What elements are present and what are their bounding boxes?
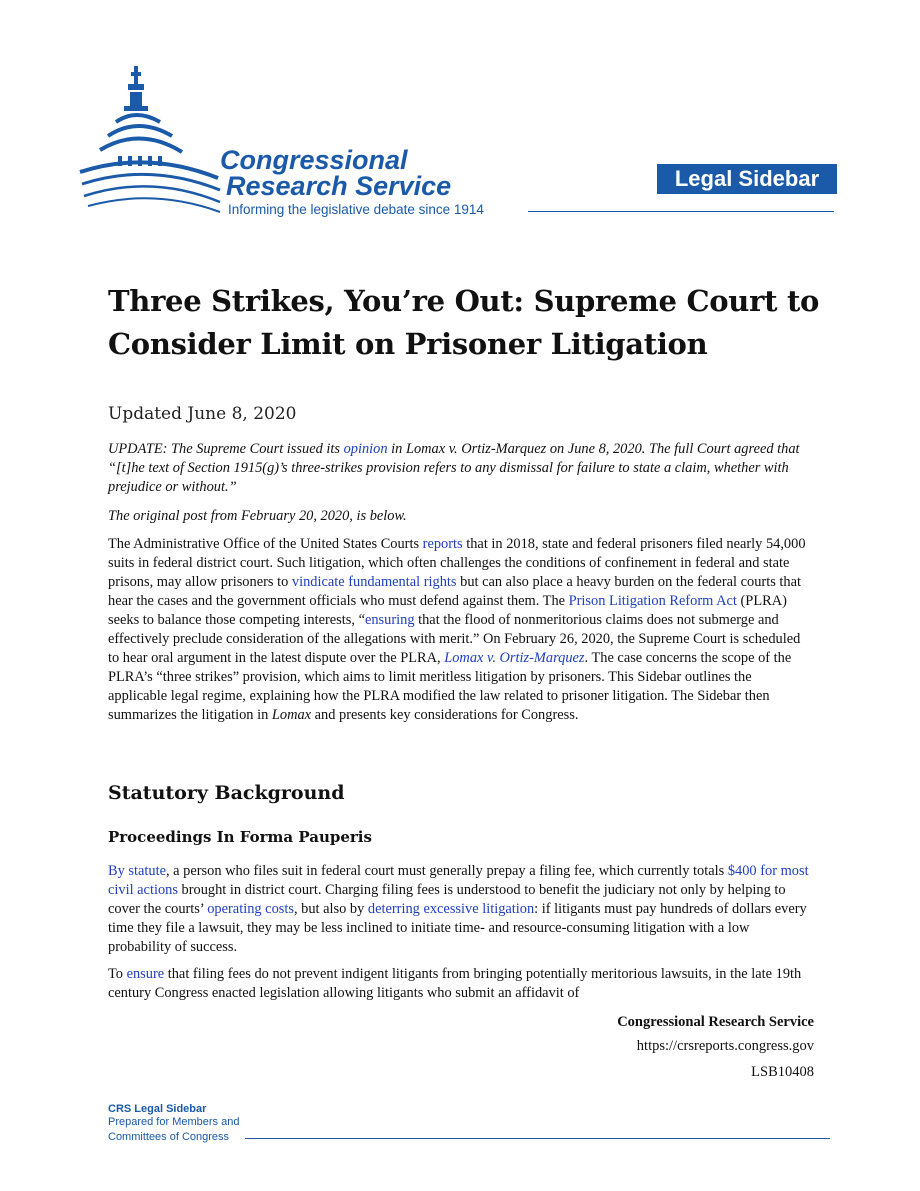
crs-wordmark xyxy=(220,147,451,199)
ifp-paragraph xyxy=(108,965,814,1003)
update-note-text: UPDATE: The Supreme Court issued its xyxy=(108,441,344,457)
footer-rule xyxy=(245,1138,830,1139)
original-post-note: The original post from February 20, 2020, is below. xyxy=(108,508,407,524)
page-title: Three Strikes, You’re Out: Supreme Court to Consider Limit on Prisoner Litigation xyxy=(108,284,820,361)
footer-sidebar-subtitle: Committees of Congress xyxy=(108,1131,230,1143)
update-note-text: in Lomax v. Ortiz-Marquez on June 8, 2020. The full Court agreed that “[t]he text of Section 1915(g)’s three-strikes provision refers to any dismissal for failure to state a claim, whether with prejudice or without.” xyxy=(108,441,800,495)
ensure-link[interactable]: ensure xyxy=(126,966,165,982)
body-text: . The case concerns the scope of the PLRA’s “three strikes” provision, which aims to limit meritless litigation by prisoners. This Sidebar outlines the applicable legal regime, explaining how the PLRA modified the law related to prisoner litigation. The Sidebar then summarizes the litigation in xyxy=(108,650,792,723)
body-text: To xyxy=(108,966,127,982)
vindicate-rights-link[interactable]: vindicate fundamental rights xyxy=(291,574,457,590)
body-text: , but also by xyxy=(293,901,368,917)
body-text: brought in district court. Charging filing fees is understood to benefit the judiciary not only by helping to cover the courts’ xyxy=(108,882,786,917)
body-text: that the flood of nonmeritorious claims does not submerge and effectively preclude consideration of the allegations with merit.” On February 26, 2020, the Supreme Court is scheduled to hear oral argument in the latest dispute over the PLRA, xyxy=(108,612,801,666)
crs-wordmark-line1: Congressional xyxy=(220,145,408,175)
lomax-case-link[interactable]: Lomax v. Ortiz-Marquez xyxy=(444,650,585,666)
ensuring-link[interactable]: ensuring xyxy=(364,612,415,628)
by-statute-link[interactable]: By statute xyxy=(108,863,166,879)
body-text: The Administrative Office of the United States Courts xyxy=(108,536,423,552)
body-text: : if litigants must pay hundreds of dollars every time they file a lawsuit, they may be less inclined to initiate time- and resource-consuming litigation with a low probability of success. xyxy=(108,901,807,955)
body-text: but can also place a heavy burden on the federal courts that hear the cases and the government officials who must defend against them. The xyxy=(108,574,801,609)
operating-costs-link[interactable]: operating costs xyxy=(207,901,294,917)
civil-actions-fee-link[interactable]: $400 for most civil actions xyxy=(108,863,809,898)
crs-tagline: Informing the legislative debate since 1914 xyxy=(228,202,484,217)
reports-link[interactable]: reports xyxy=(422,536,463,552)
body-text: , a person who files suit in federal court must generally prepay a filing fee, which currently totals xyxy=(165,863,728,879)
footer-report-id: LSB10408 xyxy=(751,1064,814,1080)
crs-wordmark-line2: Research Service xyxy=(226,171,452,201)
body-text: that filing fees do not prevent indigent litigants from bringing potentially meritorious lawsuits, in the late 19th century Congress enacted legislation allowing litigants who submit an affidavit of xyxy=(108,966,802,1001)
update-note xyxy=(108,440,814,497)
tagline-rule xyxy=(528,211,834,212)
subsection-heading: Proceedings In Forma Pauperis xyxy=(108,828,372,846)
opinion-link[interactable]: opinion xyxy=(343,441,388,457)
filing-fee-paragraph xyxy=(108,862,814,957)
lomax-italic: Lomax xyxy=(271,707,312,723)
body-text: (PLRA) seeks to balance those competing interests, “ xyxy=(108,593,787,628)
footer-org-name: Congressional Research Service xyxy=(617,1014,814,1030)
capitol-dome-logo xyxy=(78,64,223,219)
intro-paragraph xyxy=(108,535,814,725)
updated-date: Updated June 8, 2020 xyxy=(108,404,297,424)
footer-sidebar-subtitle: Prepared for Members and xyxy=(108,1116,240,1128)
section-heading: Statutory Background xyxy=(108,782,345,804)
body-text: that in 2018, state and federal prisoners filed nearly 54,000 suits in federal district court. Such litigation, which often challenges the conditions of confinement in federal and state prisons, may allow prisoners to xyxy=(108,536,806,590)
plra-link[interactable]: Prison Litigation Reform Act xyxy=(568,593,737,609)
legal-sidebar-badge: Legal Sidebar xyxy=(657,164,837,194)
body-text: and presents key considerations for Congress. xyxy=(311,707,579,723)
deterring-litigation-link[interactable]: deterring excessive litigation xyxy=(367,901,535,917)
footer-url[interactable]: https://crsreports.congress.gov xyxy=(636,1038,814,1054)
footer-sidebar-title: CRS Legal Sidebar xyxy=(108,1103,207,1115)
